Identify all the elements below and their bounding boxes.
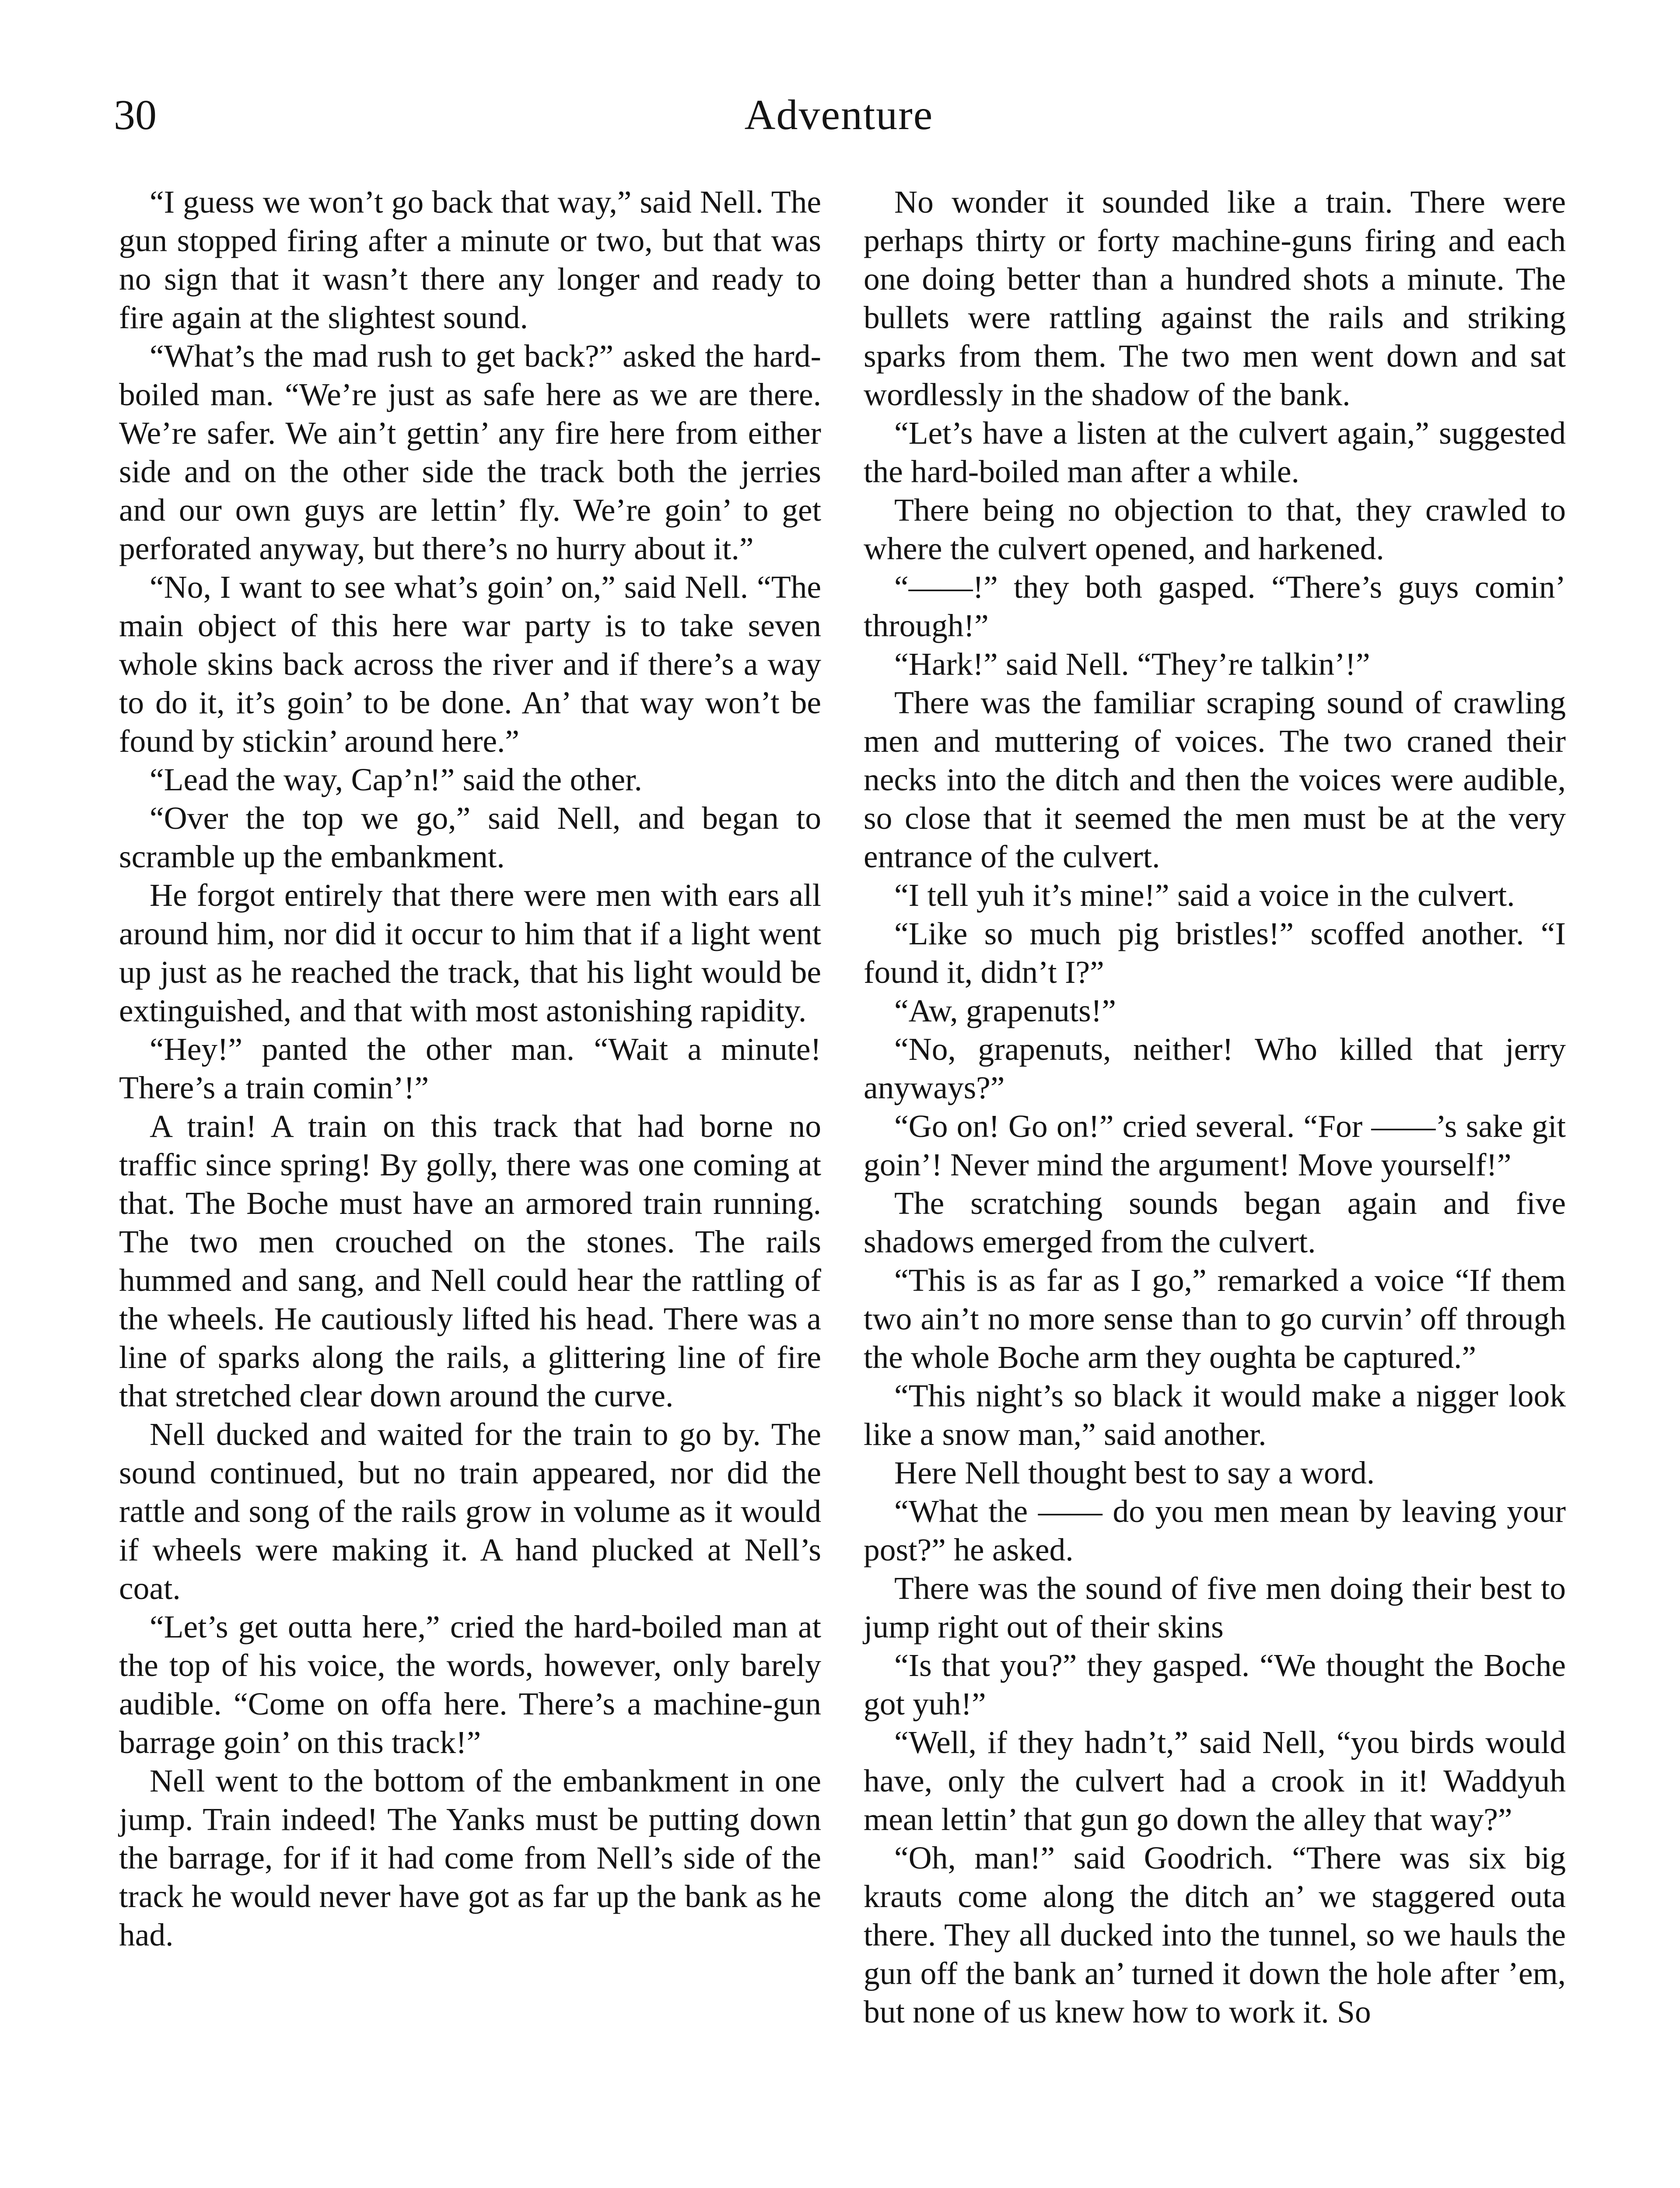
magazine-title: Adventure (744, 91, 934, 139)
paragraph: There was the familiar scraping sound of crawling men and muttering of voices. The two craned their necks into the ditch and then the voices were audible, so close that it seemed the men must be at the very entrance of the culvert. (864, 685, 1566, 874)
paragraph: The scratching sounds began again and five shadows emerged from the culvert. (864, 1185, 1566, 1259)
page-number: 30 (114, 91, 157, 139)
paragraph: “Lead the way, Cap’n!” said the other. (150, 762, 642, 797)
paragraph: Nell went to the bottom of the embankment in one jump. Train indeed! The Yanks must be putting down the barrage, for if it had come from Nell’s side of the track he would never have got as far up the bank as he had. (119, 1763, 821, 1953)
paragraph: “Like so much pig bristles!” scoffed another. “I found it, didn’t I?” (864, 916, 1566, 990)
paragraph: “Let’s get outta here,” cried the hard-boiled man at the top of his voice, the words, however, only barely audible. “Come on offa here. There’s a machine-gun barrage goin’ on this track!” (119, 1609, 821, 1760)
paragraph: No wonder it sounded like a train. There were perhaps thirty or forty machine-guns firing and each one doing better than a hundred shots a minute. The bullets were rattling against the rails and striking sparks from them. The two men went down and sat wordlessly in the shadow of the bank. (864, 184, 1566, 412)
paragraph: “Go on! Go on!” cried several. “For ——’s sake git goin’! Never mind the argument! Move yourself!” (864, 1108, 1566, 1182)
paragraph: “Well, if they hadn’t,” said Nell, “you birds would have, only the culvert had a crook in it! Waddyuh mean lettin’ that gun go down the alley that way?” (864, 1725, 1566, 1837)
paragraph: “Aw, grapenuts!” (894, 993, 1116, 1028)
paragraph: “What’s the mad rush to get back?” asked the hard-boiled man. “We’re just as safe here as we are there. We’re safer. We ain’t gettin’ any fire here from either side and on the other side the track both the jerries and our own guys are lettin’ fly. We’re goin’ to get perforated anyway, but there’s no hurry about it.” (119, 338, 821, 566)
paragraph: “This is as far as I go,” remarked a voice “If them two ain’t no more sense than to go curvin’ off through the whole Boche arm they oughta be captured.” (864, 1262, 1566, 1375)
paragraph: A train! A train on this track that had borne no traffic since spring! By golly, there was one coming at that. The Boche must have an armored train running. The two men crouched on the stones. The rails hummed and sang, and Nell could hear the rattling of the wheels. He cautiously lifted his head. There was a line of sparks along the rails, a glittering line of fire that stretched clear down around the curve. (119, 1108, 821, 1413)
paragraph: “Is that you?” they gasped. “We thought the Boche got yuh!” (864, 1648, 1566, 1722)
paragraph: “Over the top we go,” said Nell, and began to scramble up the embankment. (119, 800, 821, 874)
paragraph: “——!” they both gasped. “There’s guys comin’ through!” (864, 569, 1566, 643)
paragraph: There was the sound of five men doing their best to jump right out of their skins (864, 1571, 1566, 1645)
paragraph: “No, grapenuts, neither! Who killed that jerry anyways?” (864, 1031, 1566, 1105)
left-column (119, 183, 821, 1954)
paragraph: Nell ducked and waited for the train to go by. The sound continued, but no train appeared, nor did the rattle and song of the rails grow in volume as it would if wheels were making it. A hand plucked at Nell’s coat. (119, 1417, 821, 1606)
paragraph: He forgot entirely that there were men with ears all around him, nor did it occur to him that if a light went up just as he reached the track, that his light would be extinguished, and that with most astonishing rapidity. (119, 877, 821, 1028)
paragraph: “Hark!” said Nell. “They’re talkin’!” (894, 646, 1370, 682)
paragraph: “This night’s so black it would make a nigger look like a snow man,” said another. (864, 1378, 1566, 1452)
paragraph: “Oh, man!” said Goodrich. “There was six big krauts come along the ditch an’ we staggered outa there. They all ducked into the tunnel, so we hauls the gun off the bank an’ turned it down the hole after ’em, but none of us knew how to work it. So (864, 1840, 1566, 2030)
paragraph: “I tell yuh it’s mine!” said a voice in the culvert. (894, 877, 1515, 913)
paragraph: “No, I want to see what’s goin’ on,” said Nell. “The main object of this here war party is to take seven whole skins back across the river and if there’s a way to do it, it’s goin’ to be done. An’ that way won’t be found by stickin’ around here.” (119, 569, 821, 759)
right-column (864, 183, 1566, 2031)
paragraph: Here Nell thought best to say a word. (894, 1455, 1375, 1490)
paragraph: “Hey!” panted the other man. “Wait a minute! There’s a train comin’!” (119, 1031, 821, 1105)
paragraph: “Let’s have a listen at the culvert again,” suggested the hard-boiled man after a while. (864, 415, 1566, 489)
paragraph: “What the —— do you men mean by leaving your post?” he asked. (864, 1494, 1566, 1567)
paragraph: There being no objection to that, they crawled to where the culvert opened, and harkened. (864, 492, 1566, 566)
paragraph: “I guess we won’t go back that way,” said Nell. The gun stopped firing after a minute or two, but that was no sign that it wasn’t there any longer and ready to fire again at the slightest sound. (119, 184, 821, 335)
page-header (109, 87, 1568, 144)
